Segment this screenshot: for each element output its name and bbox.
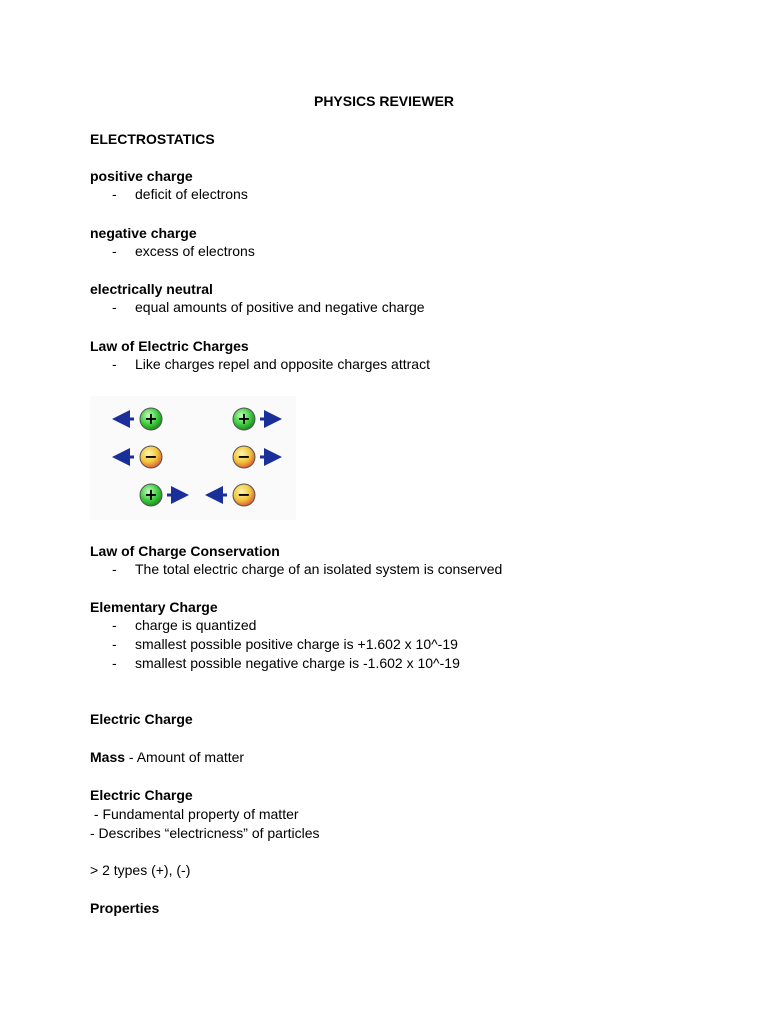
bullet-text: equal amounts of positive and negative charge — [135, 299, 425, 315]
electric-charge-heading: Electric Charge — [90, 711, 193, 727]
bullet-dash: - — [112, 356, 117, 372]
bullet-dash: - — [112, 561, 117, 577]
bullet-dash: - — [112, 243, 117, 259]
positive-charge-heading: positive charge — [90, 168, 193, 184]
bullet-text: smallest possible negative charge is -1.602 x 10^-19 — [135, 655, 460, 671]
mass-definition — [90, 748, 244, 766]
mass-text: - Amount of matter — [125, 749, 245, 765]
minus-sign: − — [237, 447, 251, 466]
electric-charge-line-2: - Describes “electricness” of particles — [90, 825, 320, 841]
negative-charge-icon — [233, 446, 255, 468]
section-heading: ELECTROSTATICS — [90, 131, 215, 147]
elementary-charge-heading: Elementary Charge — [90, 599, 218, 615]
minus-sign: − — [237, 485, 251, 504]
properties-heading: Properties — [90, 900, 160, 916]
bullet-dash: - — [112, 299, 117, 315]
negative-charge-icon — [233, 484, 255, 506]
plus-sign: + — [237, 409, 251, 428]
bullet-dash: - — [112, 617, 117, 633]
bullet-dash: - — [112, 186, 117, 202]
charge-interaction-diagram — [90, 396, 296, 520]
minus-sign: − — [144, 447, 158, 466]
plus-sign: + — [144, 409, 158, 428]
negative-charge-icon — [140, 446, 162, 468]
charge-types-line: > 2 types (+), (-) — [90, 862, 191, 878]
bullet-text: excess of electrons — [135, 243, 255, 259]
bullet-text: smallest possible positive charge is +1.602 x 10^-19 — [135, 636, 458, 652]
electric-charge-subheading: Electric Charge — [90, 787, 193, 803]
bullet-text: The total electric charge of an isolated system is conserved — [135, 561, 503, 577]
positive-charge-icon — [140, 484, 162, 506]
negative-charge-heading: negative charge — [90, 225, 197, 241]
bullet-dash: - — [112, 636, 117, 652]
positive-charge-icon — [140, 408, 162, 430]
positive-charge-icon — [233, 408, 255, 430]
neutral-heading: electrically neutral — [90, 281, 213, 297]
mass-term: Mass — [90, 749, 126, 765]
page-title: PHYSICS REVIEWER — [313, 93, 455, 109]
law-charges-heading: Law of Electric Charges — [90, 338, 249, 354]
electric-charge-line-1: - Fundamental property of matter — [90, 806, 299, 822]
bullet-dash: - — [112, 655, 117, 671]
bullet-text: Like charges repel and opposite charges attract — [135, 356, 430, 372]
bullet-text: deficit of electrons — [135, 186, 248, 202]
law-conservation-heading: Law of Charge Conservation — [90, 543, 280, 559]
plus-sign: + — [144, 485, 158, 504]
bullet-text: charge is quantized — [135, 617, 257, 633]
